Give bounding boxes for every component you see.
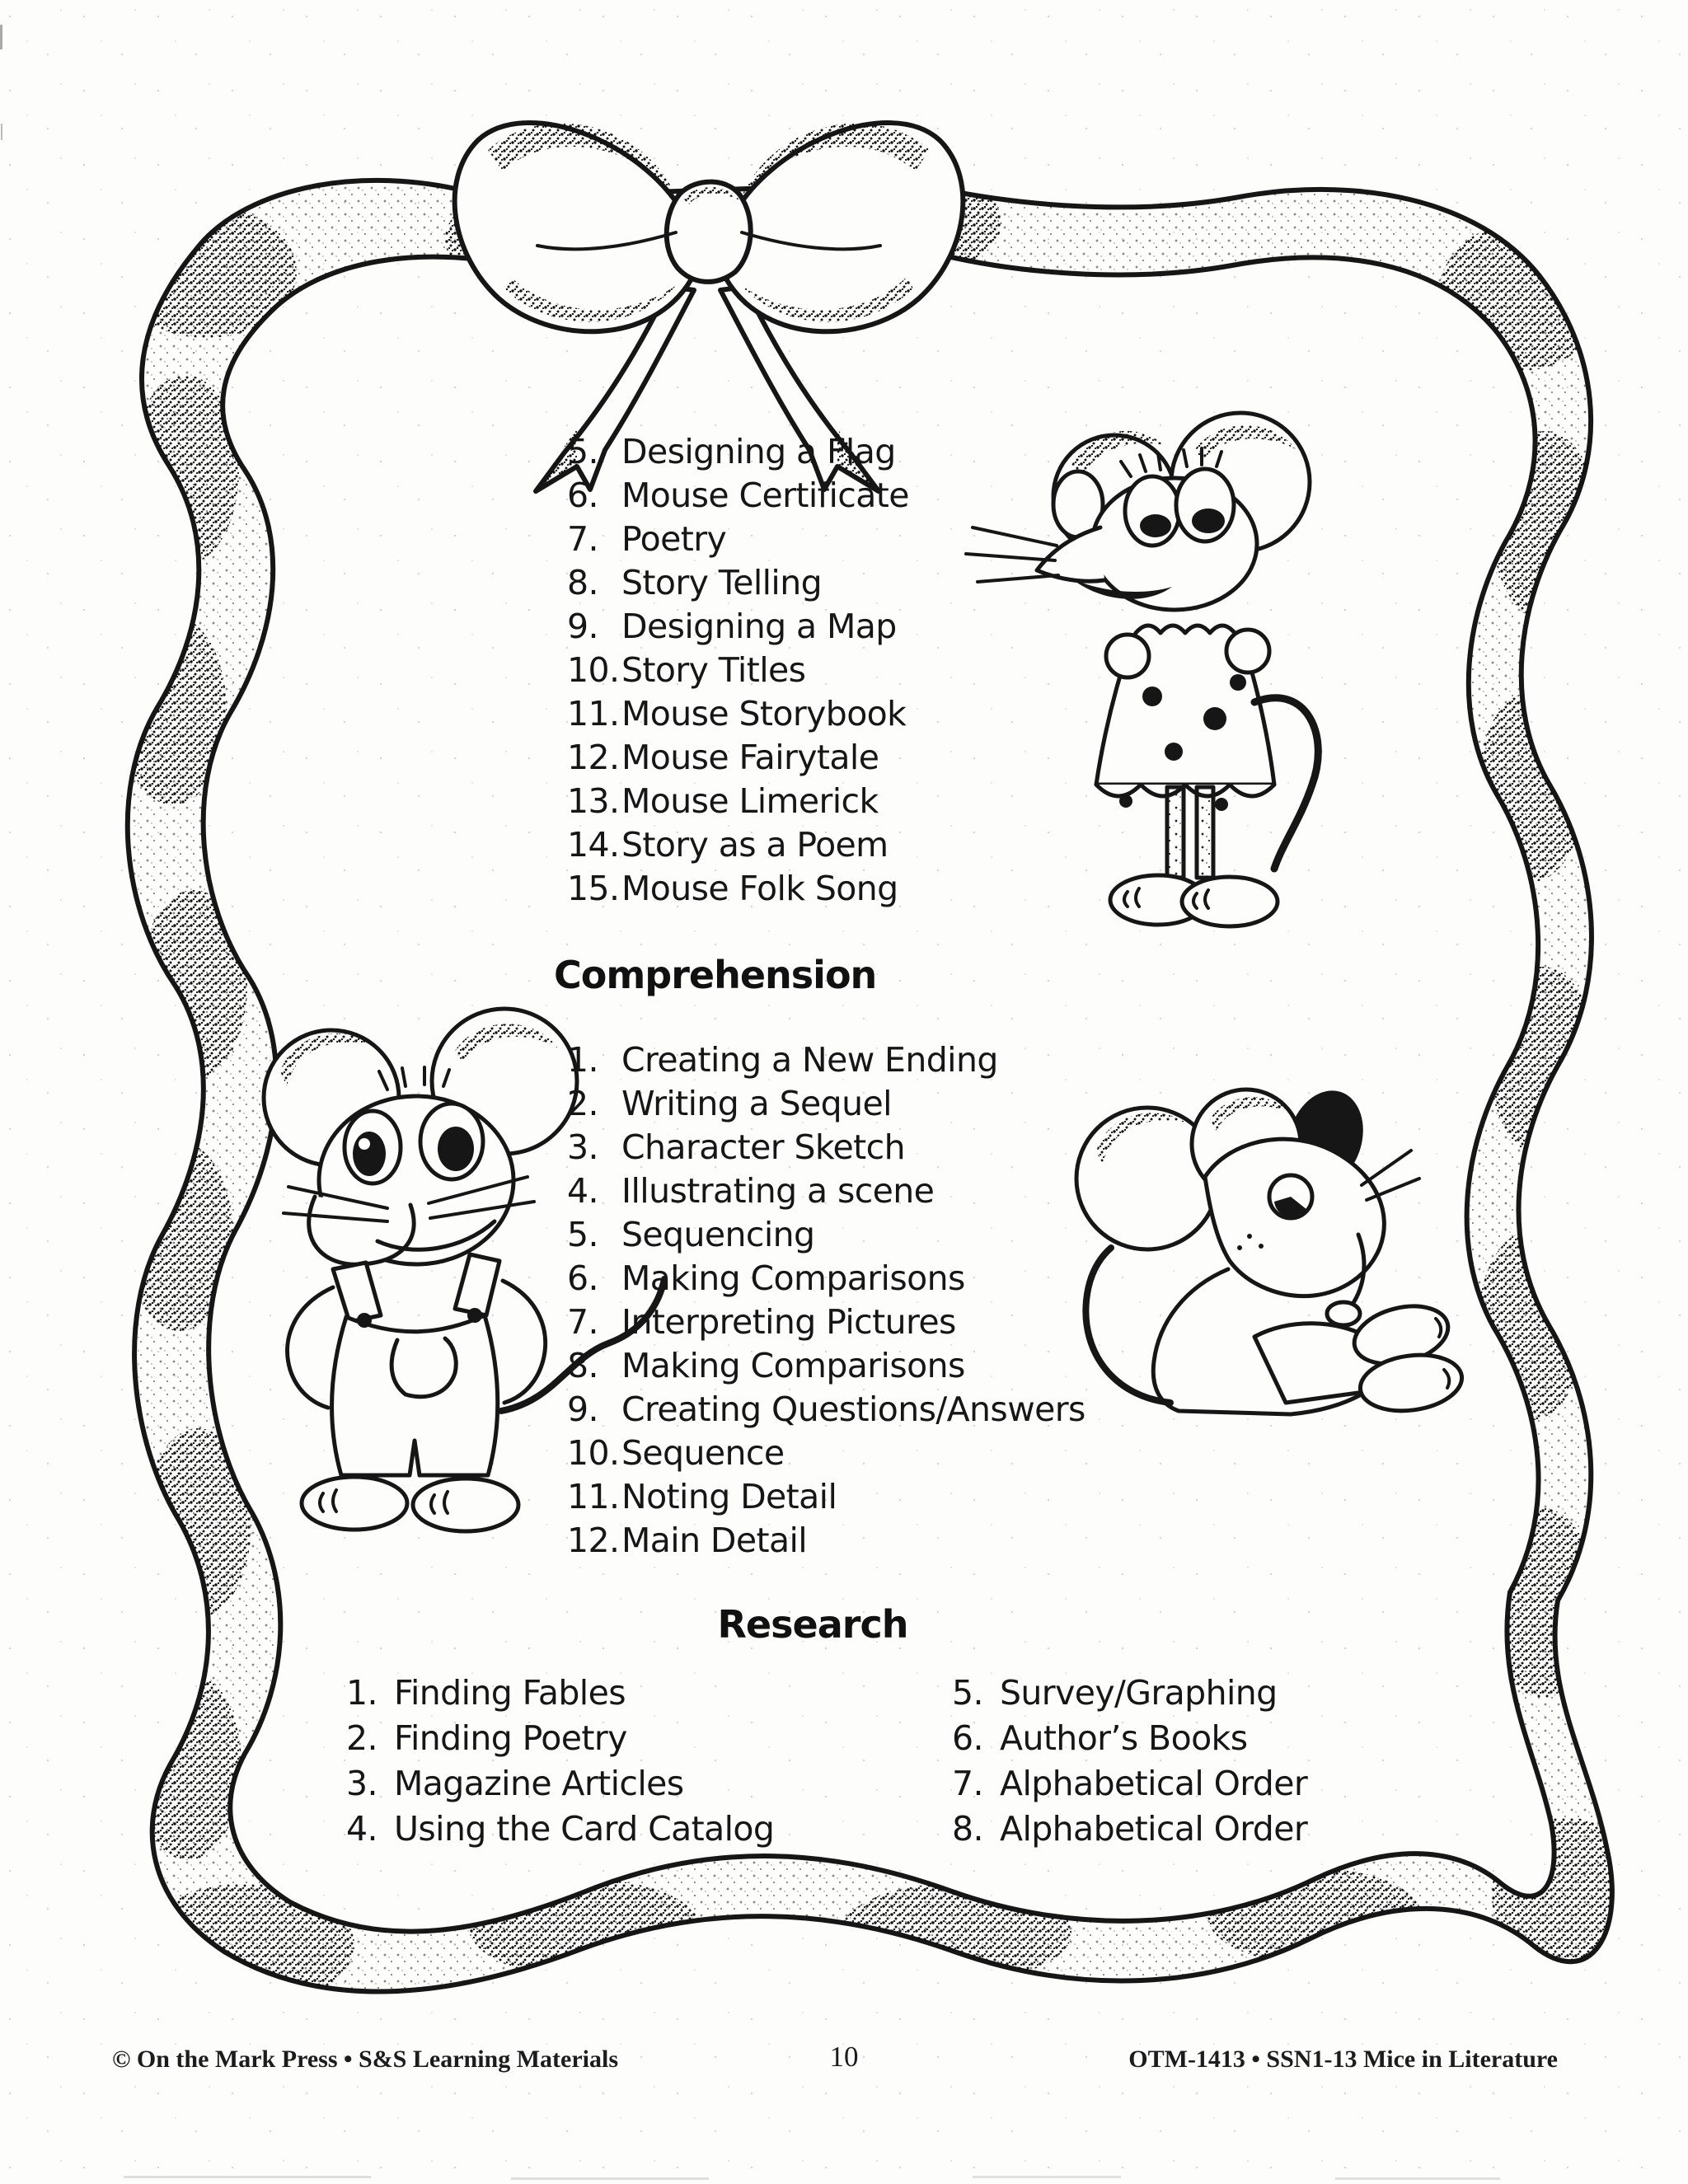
item-label: Mouse Storybook (621, 694, 907, 733)
item-label: Main Detail (621, 1521, 808, 1560)
list-item (952, 1718, 1307, 1764)
item-label: Noting Detail (621, 1477, 837, 1516)
list-item (567, 738, 909, 781)
item-number: 8. (952, 1809, 983, 1849)
list-item (567, 1215, 1085, 1258)
item-number: 4. (346, 1809, 377, 1849)
item-label: Making Comparisons (621, 1346, 965, 1385)
item-number: 9. (567, 1390, 598, 1429)
item-number: 12. (567, 738, 620, 777)
list-item (567, 1127, 1085, 1171)
list-item (567, 650, 909, 694)
item-number: 5. (567, 432, 598, 471)
item-number: 5. (567, 1215, 598, 1254)
list-item (567, 825, 909, 869)
list-item (567, 476, 909, 519)
comprehension-list (567, 1040, 1085, 1564)
item-label: Survey/Graphing (1000, 1673, 1278, 1713)
item-number: 2. (567, 1084, 598, 1123)
footer-copyright: © On the Mark Press • S&S Learning Materials (112, 2046, 618, 2073)
item-label: Author’s Books (1000, 1718, 1248, 1758)
list-item (346, 1764, 774, 1809)
research-list-right (952, 1673, 1307, 1854)
item-number: 13. (567, 781, 620, 821)
item-label: Magazine Articles (394, 1764, 684, 1803)
item-label: Finding Fables (394, 1673, 626, 1713)
list-item (567, 869, 909, 912)
item-label: Interpreting Pictures (621, 1302, 956, 1342)
list-item (567, 432, 909, 476)
item-label: Writing a Sequel (621, 1084, 892, 1123)
item-label: Story as a Poem (621, 825, 889, 865)
list-item (567, 781, 909, 825)
research-list-left (346, 1673, 774, 1854)
item-label: Sequencing (621, 1215, 815, 1254)
item-number: 2. (346, 1718, 377, 1758)
item-label: Creating a New Ending (621, 1040, 998, 1080)
item-label: Illustrating a scene (621, 1171, 935, 1211)
list-item (567, 1171, 1085, 1215)
item-label: Designing a Map (621, 607, 897, 646)
list-item (346, 1718, 774, 1764)
item-label: Alphabetical Order (1000, 1809, 1308, 1849)
list-item (567, 607, 909, 650)
list-item (346, 1809, 774, 1854)
comprehension-heading: Comprehension (554, 953, 877, 997)
item-number: 5. (952, 1673, 983, 1713)
list-item (952, 1673, 1307, 1718)
item-label: Mouse Limerick (621, 781, 879, 821)
list-item (567, 694, 909, 738)
item-label: Alphabetical Order (1000, 1764, 1308, 1803)
item-number: 8. (567, 1346, 598, 1385)
item-number: 1. (346, 1673, 377, 1713)
item-number: 1. (567, 1040, 598, 1080)
item-label: Poetry (621, 519, 727, 559)
footer-page-number: 10 (829, 2041, 859, 2073)
item-number: 12. (567, 1521, 620, 1560)
item-number: 9. (567, 607, 598, 646)
item-label: Mouse Folk Song (621, 869, 898, 908)
item-label: Using the Card Catalog (394, 1809, 775, 1849)
list-item (346, 1673, 774, 1718)
item-label: Character Sketch (621, 1127, 905, 1167)
list-item (567, 1302, 1085, 1346)
research-heading: Research (717, 1602, 908, 1647)
item-label: Sequence (621, 1433, 785, 1473)
item-number: 3. (567, 1127, 598, 1167)
list-item (567, 1390, 1085, 1433)
item-number: 6. (952, 1718, 983, 1758)
activities-list (567, 432, 909, 912)
item-number: 10. (567, 1433, 620, 1473)
list-item (567, 1521, 1085, 1564)
list-item (567, 1040, 1085, 1084)
item-number: 15. (567, 869, 620, 908)
item-number: 4. (567, 1171, 598, 1211)
item-number: 6. (567, 476, 598, 515)
item-label: Story Telling (621, 563, 823, 602)
item-label: Making Comparisons (621, 1258, 965, 1298)
list-item (567, 1477, 1085, 1521)
item-number: 7. (567, 1302, 598, 1342)
item-label: Mouse Certificate (621, 476, 909, 515)
list-item (567, 1258, 1085, 1302)
item-number: 10. (567, 650, 620, 690)
item-label: Designing a Flag (621, 432, 896, 471)
list-item (567, 1433, 1085, 1477)
list-item (567, 563, 909, 607)
footer-product-code: OTM-1413 • SSN1-13 Mice in Literature (1128, 2046, 1558, 2073)
list-item (567, 519, 909, 563)
item-number: 11. (567, 1477, 620, 1516)
list-item (567, 1346, 1085, 1390)
item-number: 11. (567, 694, 620, 733)
list-item (952, 1764, 1307, 1809)
list-item (952, 1809, 1307, 1854)
item-number: 3. (346, 1764, 377, 1803)
item-number: 8. (567, 563, 598, 602)
item-number: 7. (567, 519, 598, 559)
item-label: Story Titles (621, 650, 806, 690)
list-item (567, 1084, 1085, 1127)
item-label: Finding Poetry (394, 1718, 627, 1758)
item-number: 7. (952, 1764, 983, 1803)
item-number: 6. (567, 1258, 598, 1298)
item-number: 14. (567, 825, 620, 865)
item-label: Creating Questions/Answers (621, 1390, 1085, 1429)
item-label: Mouse Fairytale (621, 738, 879, 777)
